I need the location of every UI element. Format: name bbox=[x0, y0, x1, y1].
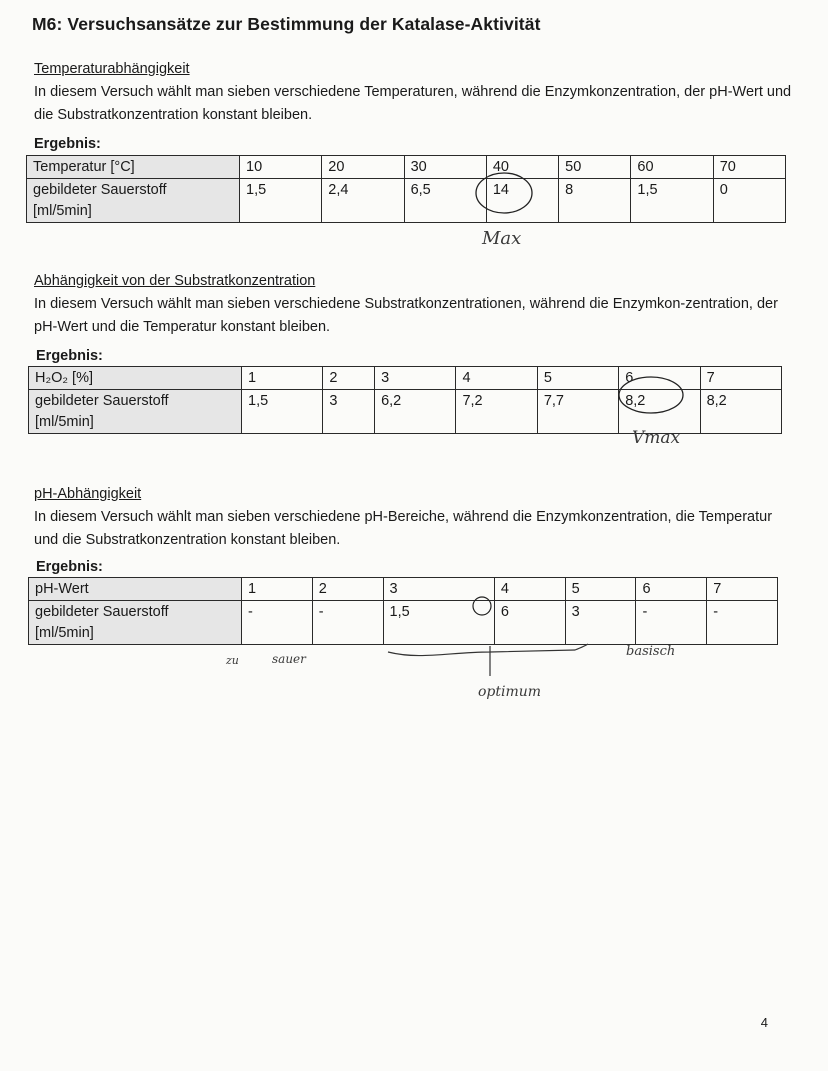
handwritten-zu: zu bbox=[226, 654, 239, 667]
table-cell: 70 bbox=[713, 156, 785, 179]
row-header: H₂O₂ [%] bbox=[29, 367, 242, 390]
section-text: In diesem Versuch wählt man sieben verschiedene pH-Bereiche, während die Enzymkonzentration, die Temperatur und die Substratkonzentration konstant bleiben. bbox=[34, 509, 773, 548]
section-heading: Abhängigkeit von der Substratkonzentration bbox=[34, 273, 316, 289]
table-cell: 1,5 bbox=[240, 179, 322, 223]
page-number: 4 bbox=[760, 1015, 768, 1030]
table-cell: 8 bbox=[559, 179, 631, 223]
handwritten-max: Max bbox=[482, 228, 522, 249]
handwritten-basisch: basisch bbox=[626, 644, 676, 659]
table-cell: 30 bbox=[404, 156, 486, 179]
table-cell: 6 bbox=[636, 578, 707, 601]
table-cell: 6,2 bbox=[375, 390, 456, 434]
table-cell: 1,5 bbox=[242, 390, 323, 434]
row-header-unit: [ml/5min] bbox=[33, 203, 92, 219]
row-header: pH-Wert bbox=[29, 578, 242, 601]
table-cell: 3 bbox=[375, 367, 456, 390]
section-text: In diesem Versuch wählt man sieben verschiedene Temperaturen, während die Enzymkonzentration, der pH-Wert und die Substratkonzentration konstant bleiben. bbox=[34, 84, 792, 123]
table-cell: 6 bbox=[494, 601, 565, 645]
table-cell: 2 bbox=[312, 578, 383, 601]
circle-mark bbox=[619, 377, 683, 413]
arrow-line bbox=[388, 644, 588, 656]
table-cell: 7 bbox=[707, 578, 778, 601]
row-header-label: gebildeter Sauerstoff bbox=[33, 182, 167, 198]
result-label: Ergebnis: bbox=[34, 136, 101, 152]
handwritten-vmax: Vmax bbox=[632, 428, 681, 448]
row-header-unit: [ml/5min] bbox=[35, 414, 94, 430]
table-cell: 7,2 bbox=[456, 390, 537, 434]
row-header: Temperatur [°C] bbox=[27, 156, 240, 179]
table-cell: - bbox=[312, 601, 383, 645]
page-title: M6: Versuchsansätze zur Bestimmung der Katalase-Aktivität bbox=[32, 14, 541, 34]
table-cell: 4 bbox=[456, 367, 537, 390]
table-cell: 3 bbox=[565, 601, 636, 645]
circle-mark bbox=[473, 597, 491, 615]
table-cell: 1,5 bbox=[631, 179, 713, 223]
table-cell: 3 bbox=[323, 390, 375, 434]
table-cell: 6,5 bbox=[404, 179, 486, 223]
table-cell: 5 bbox=[537, 367, 618, 390]
section-text: In diesem Versuch wählt man sieben verschiedene Substratkonzentrationen, während die Enzymkon-zentration, der pH-Wert und die Temperatur konstant bleiben. bbox=[34, 296, 778, 335]
table-cell: 2 bbox=[323, 367, 375, 390]
table-cell: 8,2 bbox=[619, 390, 700, 434]
circle-mark bbox=[476, 173, 532, 213]
table-cell: - bbox=[242, 601, 313, 645]
table-cell: 0 bbox=[713, 179, 785, 223]
table-cell: 8,2 bbox=[700, 390, 781, 434]
table-cell: 10 bbox=[240, 156, 322, 179]
table-cell: 6 bbox=[619, 367, 700, 390]
row-header-unit: [ml/5min] bbox=[35, 625, 94, 641]
handwritten-optimum: optimum bbox=[478, 684, 542, 700]
table-cell: 1 bbox=[242, 367, 323, 390]
result-label: Ergebnis: bbox=[36, 348, 103, 364]
table-cell: 7,7 bbox=[537, 390, 618, 434]
table-cell: 3 bbox=[383, 578, 494, 601]
result-label: Ergebnis: bbox=[36, 559, 103, 575]
table-cell: 60 bbox=[631, 156, 713, 179]
table-cell: 40 bbox=[486, 156, 558, 179]
table-cell: 50 bbox=[559, 156, 631, 179]
table-cell: - bbox=[707, 601, 778, 645]
section-heading: Temperaturabhängigkeit bbox=[34, 61, 190, 77]
table-cell: 4 bbox=[494, 578, 565, 601]
table-cell: 5 bbox=[565, 578, 636, 601]
table-cell: 14 bbox=[486, 179, 558, 223]
row-header-label: gebildeter Sauerstoff bbox=[35, 604, 169, 620]
table-cell: - bbox=[636, 601, 707, 645]
table-cell: 20 bbox=[322, 156, 404, 179]
table-cell: 1,5 bbox=[383, 601, 494, 645]
row-header-label: gebildeter Sauerstoff bbox=[35, 393, 169, 409]
table-cell: 1 bbox=[242, 578, 313, 601]
table-cell: 7 bbox=[700, 367, 781, 390]
section-heading: pH-Abhängigkeit bbox=[34, 486, 142, 502]
table-cell: 2,4 bbox=[322, 179, 404, 223]
handwritten-sauer: sauer bbox=[272, 652, 306, 666]
